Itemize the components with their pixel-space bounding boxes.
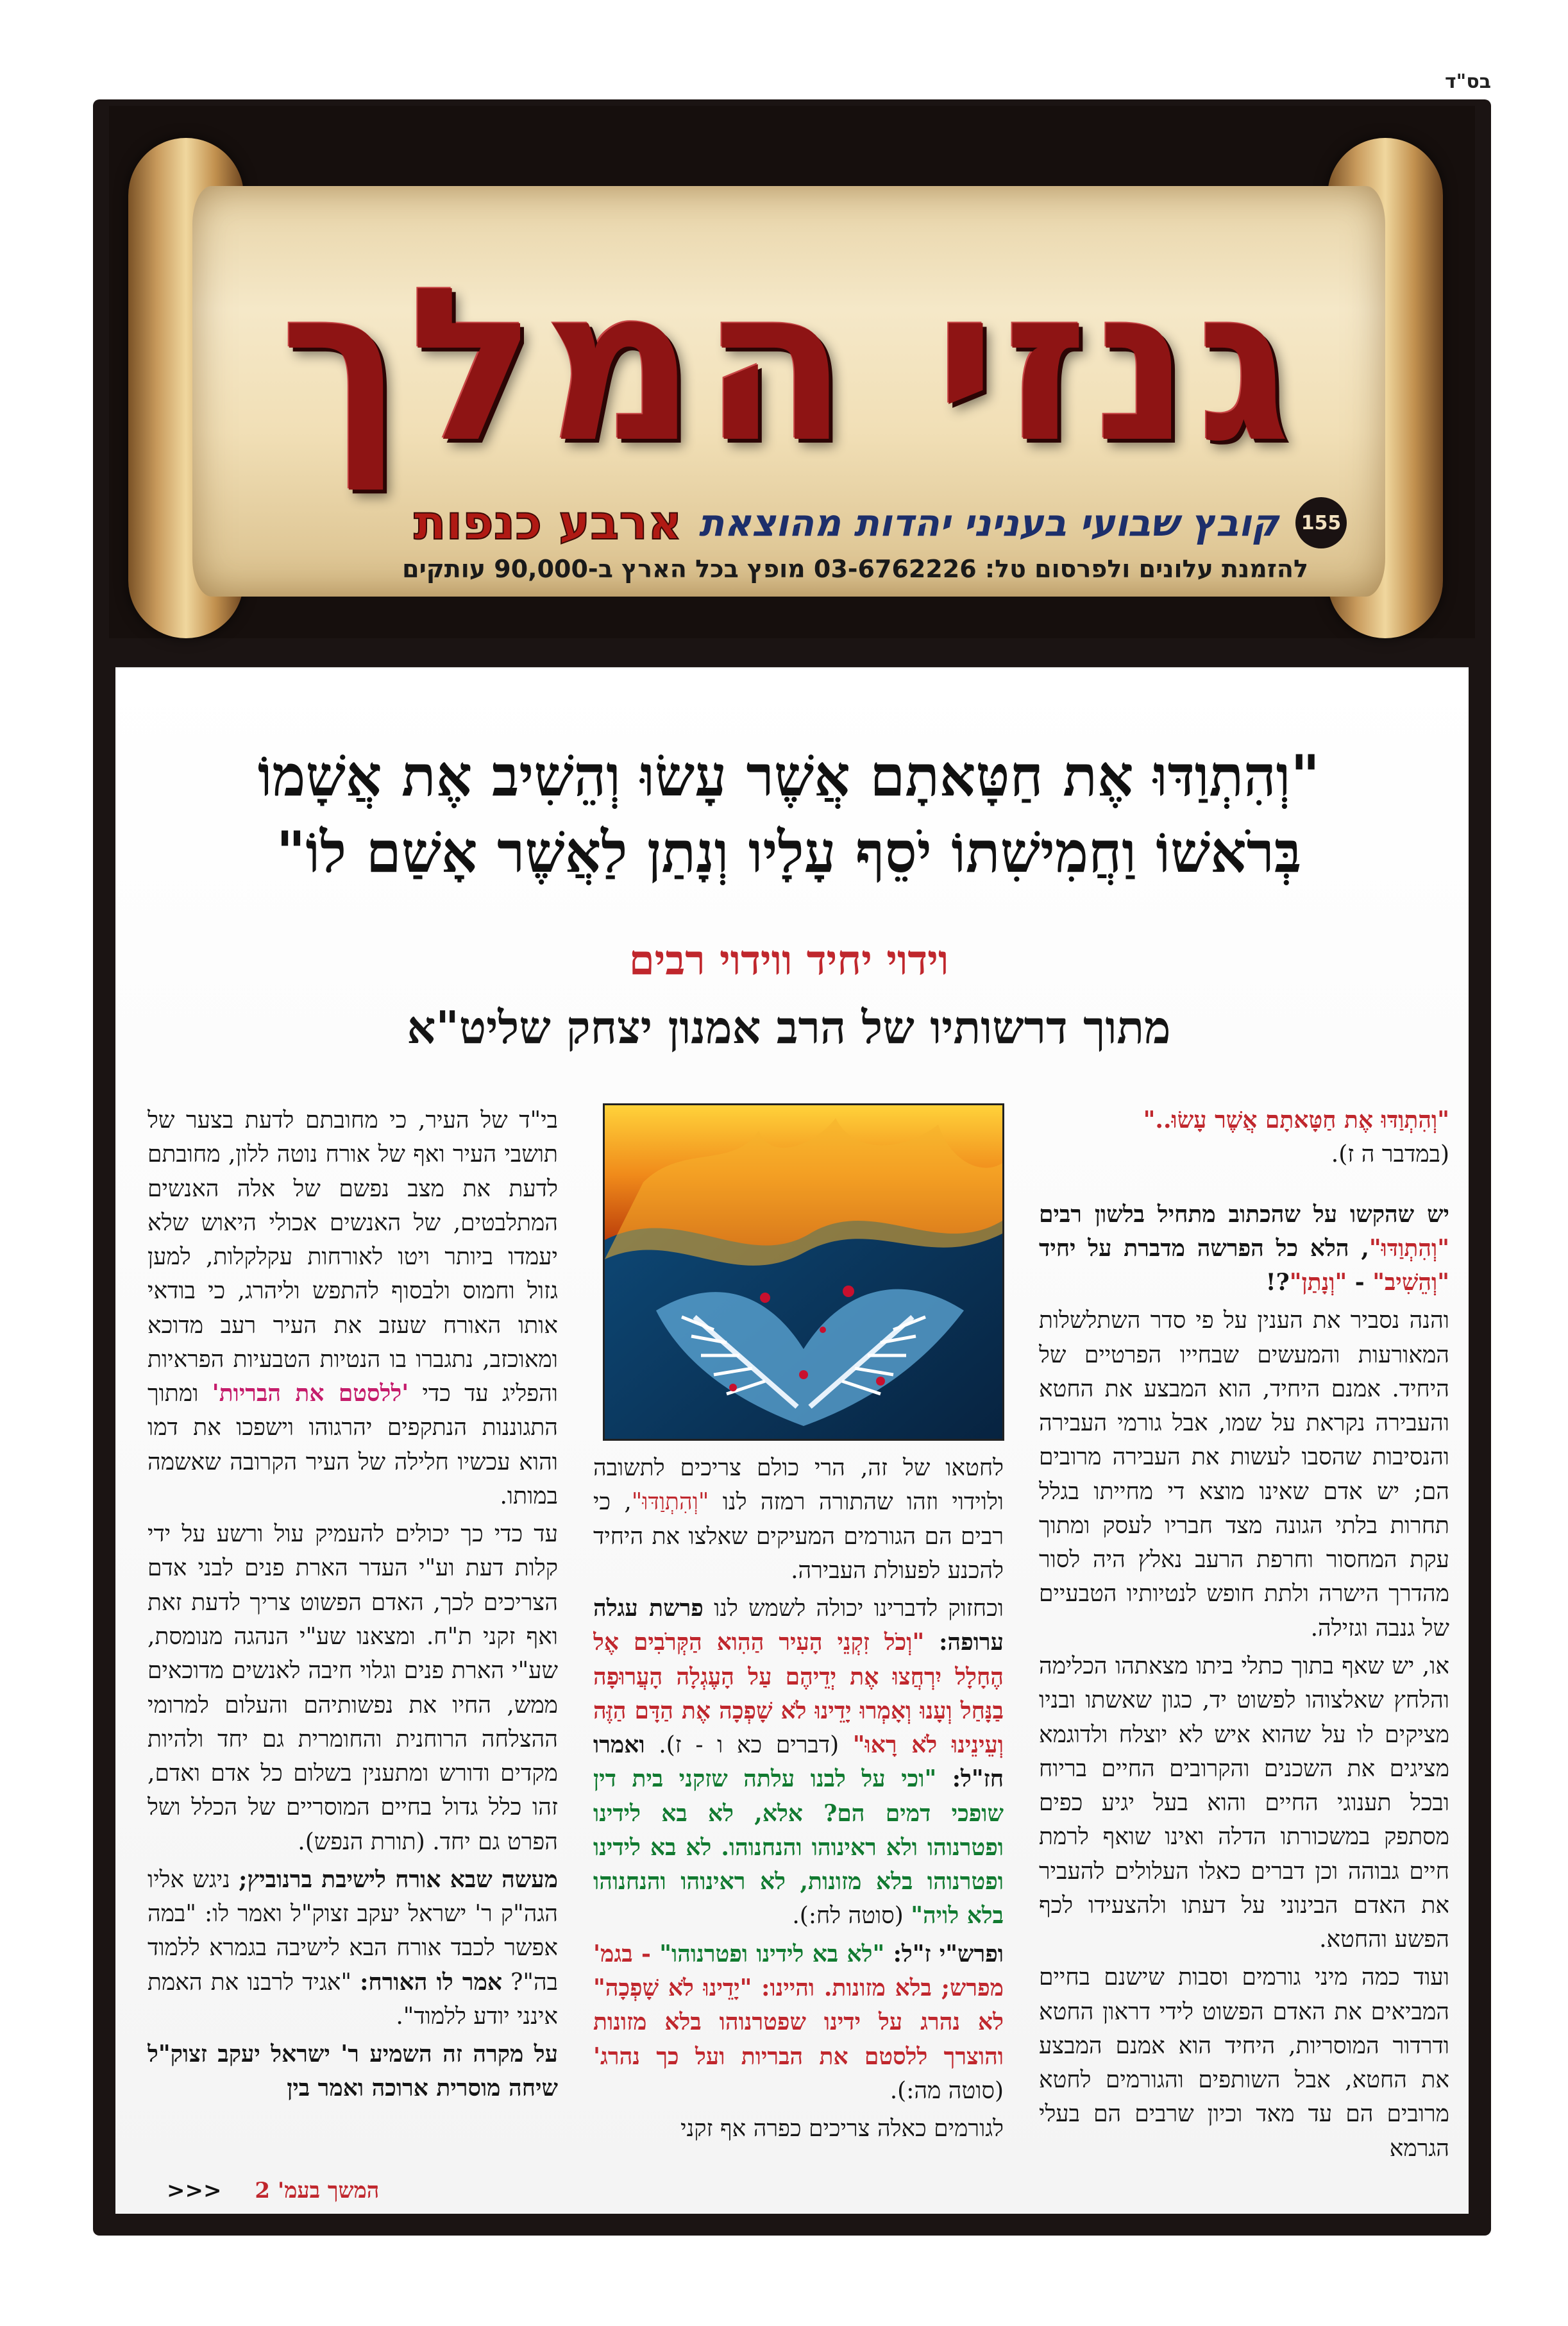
scripture-quote: "וְכֹל זִקְנֵי הָעִיר הַהִוא הַקְּרֹבִים אֶל הֶחָלָל יִרְחֲצוּ אֶת יְדֵיהֶם עַל הָעֶגְלָה הָעֲרוּפָה בַנָּחַל וְעָנוּ וְאָמְרוּ יָדֵינוּ לֹא שָׁפְכָה אֶת הַדָּם הַזֶּה וְעֵינֵינוּ לֹא רָאוּ" [593, 1629, 1004, 1759]
rashi-quote: "לא בא לידינו ופטרנוהו" [659, 1940, 885, 1967]
paragraph: וכחזוק לדברינו יכולה לשמש לנו [703, 1595, 1004, 1622]
article-headline: וידוי יחיד ווידוי רבים [628, 937, 949, 985]
paragraph: לגורמים כאלה צריכים כפרה אף זקני [680, 2116, 1004, 2143]
paragraph: עד כדי כך יכולים להעמיק עול ורשע על ידי קלות דעת וע"י העדר הארת פנים לבני אדם הצריכים לכך, האדם הפשוט צריך לדעת זאת ואף זקני ת"ח. ומצאנו שע"י הנהגה מנומסת, שע"י הארת פנים וגלוי חיבה לאנשים מדוכאים ממש, החיו את נפשותיהם והעלום למרומי ההצלחה הרוחנית והחומרית גם יחד ולהיות מקדים ודורש ומתענין בשלום כל אדם ואדם, זהו כלל גדול בחיים המוסריים של הכלל ושל הפרט גם יחד. (תורת הנפש). [148, 1521, 558, 1855]
sages-quote: "וכי על לבנו עלתה שזקני בית דין שופכי דמים הם? אלא, לא בא לידינו ופטרנוהו ולא ראינוהו והנחנוהו. לא בא לידינו ופטרנוהו בלא מזונות, לא ראינוהו והנחנוהו בלא לויה" [593, 1765, 1004, 1930]
masthead-subtitle-row [333, 494, 1347, 552]
paragraph: ניגש אליו הגה"ק ר' ישראל יעקב זצוק"ל ואמר לו: "במה אפשר לכבד אורח הבא לישיבה בגמרא ללמוד בה"? [148, 1866, 558, 1996]
question-text-2: , הלא כל הפרשה מדברת על יחיד [1039, 1234, 1369, 1262]
paragraph: או, יש שאף בתוך כתלי ביתו מצאתהו הכלימה והלחץ שאלצוהו לפשוט יד, כגון שאשתו ובניו מציקים לו על שהוא איש לא יוצלח ולדוגמא מציגים את השכנים והקרובים החיים בריוח ובכל תענוגי החיים והוא בעל יגיע כפים מסתפק במשכורתו הדלה ואינו שואף לרמת חיים גבוהה וכן דברים כאלו העלולים להעביר את האדם הבינוני על דעתו ולהצעידו לכף הפשע והחטא. [1039, 1652, 1449, 1953]
rashi-explanation: - בגמ' מפרש; בלא מזונות. והיינו: "יָדֵינוּ לֹא שָׁפְכָה" לא נהרג על ידינו שפטרנוהו בלא מזונות והוצרך ללסטם את הבריות ועל כך נהרג' [593, 1940, 1004, 2070]
reference: (סוטה מה:). [889, 2077, 1004, 2104]
question-end: ?! [1265, 1269, 1290, 1296]
masthead-subtitle: קובץ שבועי בעניני יהדות מהוצאת [698, 501, 1279, 545]
question-word-2: "וְהֵשִׁיב" [1372, 1269, 1449, 1296]
illustration-art [605, 1105, 1002, 1439]
verse-heading [160, 738, 1417, 890]
question-text: יש שהקשו על שהכתוב מתחיל בלשון רבים [1039, 1200, 1449, 1228]
article-column-left [148, 1103, 558, 2213]
story-title: מעשה שבא אורח לישיבת ברנוביץ; [239, 1865, 558, 1893]
article-column-middle [593, 1451, 1004, 2214]
contact-line: להזמנת עלונים ולפרסום טל: 03-6762226 מופץ בכל הארץ ב-90,000 עותקים [402, 555, 1308, 583]
question-dash: - [1347, 1269, 1373, 1296]
section-title: פרשת עגלה ערופה: [593, 1595, 1004, 1656]
article-illustration [603, 1103, 1004, 1441]
paragraph: על מקרה זה השמיע ר' ישראל יעקב זצוק"ל שיחה מוסרית ארוכה ואמר בין [148, 2041, 558, 2102]
article-column-right [1039, 1103, 1449, 2213]
article-byline: מתוך דרשותיו של הרב אמנון יצחק שליט"א [407, 1001, 1171, 1054]
reference: (סוטה לח:). [792, 1903, 911, 1930]
paragraph: "אגיד לרבנו את האמת אינני יודע ללמוד". [148, 1969, 558, 2030]
question-word-1: "וְהִתְוַדּוּ" [1369, 1234, 1449, 1262]
sages-intro: ואמרו חז"ל: [593, 1731, 1004, 1793]
guest-said: אמר לו האורח: [360, 1968, 502, 1996]
verse-line-1: "וְהִתְוַדּוּ אֶת חַטָּאתָם אֲשֶׁר עָשׂוּ וְהֵשִׁיב אֶת אֲשָׁמוֹ [257, 742, 1320, 809]
bsd-header: בס"ד [1445, 71, 1491, 93]
paragraph: ומתוך התגוננות הנתקפים יהרגוהו וישפכו את דמו והוא עכשיו חלילה של העיר הקרובה שאשמה במותו. [148, 1380, 558, 1509]
paragraph: לחטאו של זה, הרי כולם צריכים לתשובה ולוידוי וזהו שהתורה רמזה לנו [593, 1455, 1004, 1516]
paragraph: ועוד כמה מיני גורמים וסבות שישנם בחיים המביאים את האדם הפשוט לידי דראון החטא ודרדור המוסריות, היחיד הוא אמנם המבצע את החטא, אבל השותפים והגורמים לחטא מרובים הם עד מאד וכיון שרבים הם בעלי הגרמא [1039, 1964, 1449, 2162]
publisher-logo: ארבע כנפות [414, 495, 682, 550]
continued-label: המשך בעמ' 2 [255, 2178, 380, 2203]
verse-line-2: בְּרֹאשׁוֹ וַחֲמִישִׁתוֹ יֹסֵף עָלָיו וְנָתַן לַאֲשֶׁר אָשַׁם לוֹ" [276, 818, 1302, 885]
issue-number-badge: 155 [1295, 497, 1347, 548]
question-word-3: "וְנָתַן" [1289, 1269, 1347, 1296]
opening-quote-ref: (במדבר ה ז). [1331, 1141, 1449, 1168]
quote-word: "וְהִתְוַדּוּ" [631, 1489, 709, 1516]
paragraph: , כי רבים הם הגורמים המעיקים שאלצו את היחיד להכנע לפעולת העבירה. [593, 1489, 1004, 1584]
opening-quote: "וְהִתְוַדּוּ אֶת חַטָּאתָם אֲשֶׁר עָשׂוּ.." [1143, 1107, 1449, 1133]
arrow-left-icon: <<< [167, 2178, 222, 2203]
highlight-quote: 'ללסטם את הבריות' [212, 1380, 409, 1407]
reference: (דברים כא ו - ז). [645, 1732, 853, 1759]
masthead-title: גנזי המלך [280, 242, 1298, 489]
rashi-intro: ופרש"י ז"ל: [884, 1940, 1004, 1967]
paragraph: והנה נסביר את הענין על פי סדר השתלשלות המאורעות והמעשים שבחייו הפרטיים של היחיד. אמנם היחיד, הוא המבצע את החטא והעבירה נקראת על שמו, אבל גורמי העבירה והנסיבות שהסבו לעשות את העבירה מרובים הם; יש אדם שאינו מוצא די מחייתו בגלל תחרות בלתי הגונה מצד חבריו לעסק ומתוך עקת המחסור וחרפת הרעב נאלץ היה לסור מהדרך הישרה ולתת חופש לנטיותיו הטבעיים של גנבה וגזילה. [1039, 1307, 1449, 1642]
paragraph: בי"ד של העיר, כי מחובתם לדעת בצער של תושבי העיר ואף של אורח נוטה ללון, מחובתם לדעת את מצב נפשם של אלה האנשים המתלבטים, של האנשים אכולי היאוש שלא יעמדו ביותר ויטו לאורחות עקלקלות, למען גזול וחמוס ולבסוף להתפש וליהרג, כי בודאי אותו האורח שעזב את העיר רעב מדוכא ומאוכזב, נתגברו בו הנטיות הטבעיות הפראיות והפליג עד כדי [148, 1107, 558, 1407]
continued-on-page-link[interactable] [167, 2178, 379, 2203]
